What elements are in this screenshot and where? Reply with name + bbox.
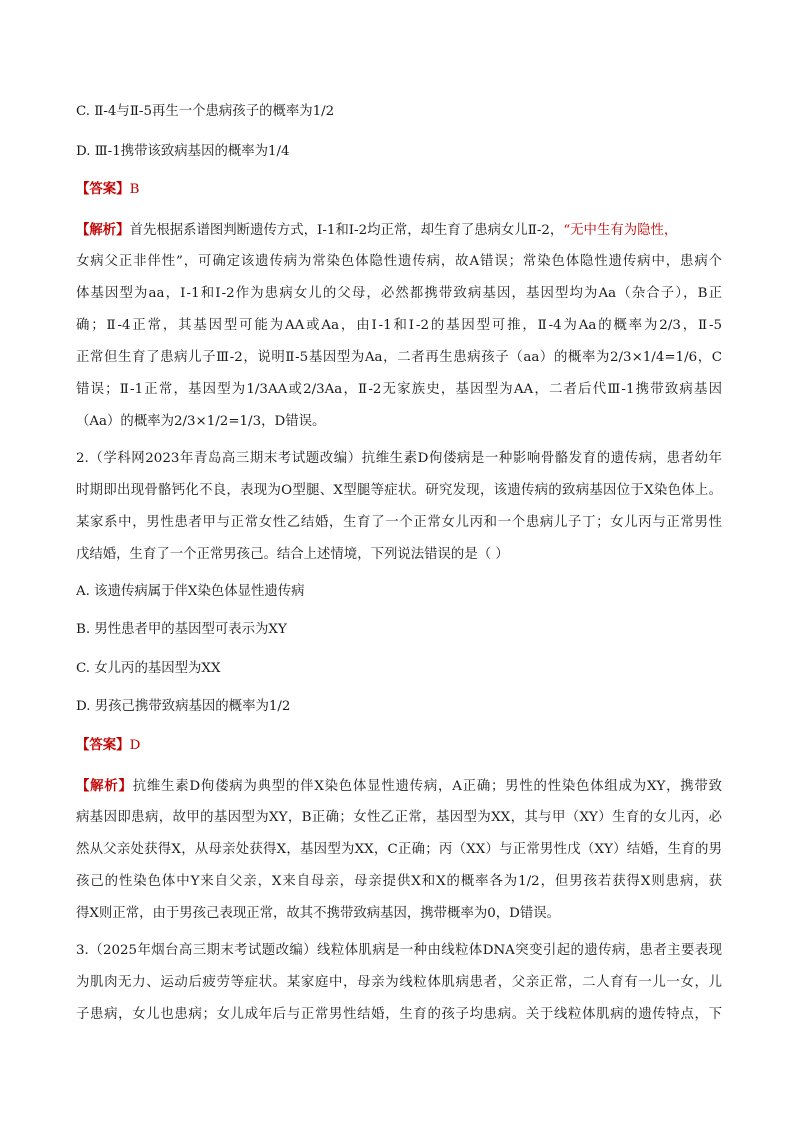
q3-stem-line-3: 子患病，女儿也患病；女儿成年后与正常男性结婚，生育的孩子均患病。关于线粒体肌病的遗传特点，下 [76, 1007, 722, 1022]
q1-analysis-line-4: 确；Ⅱ-4正常，其基因型可能为AA或Aa，由Ⅰ-1和Ⅰ-2的基因型可推，Ⅱ-4为Aa的概率为2/3，Ⅱ-5 [76, 318, 722, 333]
q1-answer [76, 180, 722, 199]
q1-analysis-line-2: 女病父正非伴性”，可确定该遗传病为常染色体隐性遗传病，故A错误；常染色体隐性遗传病中，患病个 [76, 254, 722, 269]
analysis-label: 【解析】 [76, 778, 133, 794]
q2-analysis-line-5: 得X则正常，由于男孩己表现正常，故其不携带致病基因，携带概率为0，D错误。 [76, 906, 561, 921]
q2-stem-line-2: 时期即出现骨骼钙化不良，表现为O型腿、X型腿等症状。研究发现，该遗传病的致病基因位于X染色体上。 [76, 483, 722, 498]
q2-answer [76, 736, 722, 755]
q1-analysis-line-1 [76, 221, 722, 240]
q3-stem-line-1: 3.（2025年烟台高三期末考试题改编）线粒体肌病是一种由线粒体DNA突变引起的遗传病，患者主要表现 [76, 943, 722, 958]
analysis-quote: “无中生有为隐性， [563, 223, 678, 238]
analysis-label: 【解析】 [76, 222, 130, 238]
q2-option-b: B. 男性患者甲的基因型可表示为XY [76, 622, 287, 637]
q2-analysis-line-2: 病基因即患病，故甲的基因型为XY，B正确；女性乙正常，基因型为XX，其与甲（XY）生育的女儿丙，必 [76, 810, 722, 825]
analysis-text: 抗维生素D佝偻病为典型的伴X染色体显性遗传病，A正确；男性的性染色体组成为XY，携带致 [132, 779, 722, 794]
answer-label: 【答案】 [76, 181, 130, 197]
answer-label: 【答案】 [76, 737, 130, 753]
option-d-previous: D. Ⅲ-1携带该致病基因的概率为1/4 [76, 144, 290, 159]
q2-stem-line-1: 2.（学科网2023年青岛高三期末考试题改编）抗维生素D佝偻病是一种影响骨骼发育的遗传病，患者幼年 [76, 451, 722, 466]
answer-value: D [129, 738, 141, 753]
q2-option-d: D. 男孩己携带致病基因的概率为1/2 [76, 699, 291, 714]
q2-analysis-line-3: 然从父亲处获得X，从母亲处获得X，基因型为XX，C正确；丙（XX）与正常男性戊（XY）结婚，生育的男 [76, 842, 722, 857]
q2-option-a: A. 该遗传病属于伴X染色体显性遗传病 [76, 584, 305, 599]
q2-stem-line-4: 戊结婚，生育了一个正常男孩己。结合上述情境，下列说法错误的是（ ） [76, 547, 509, 562]
analysis-text: 首先根据系谱图判断遗传方式，Ⅰ-1和Ⅰ-2均正常，却生育了患病女儿Ⅱ-2， [129, 223, 564, 238]
q1-analysis-line-7: （Aa）的概率为2/3×1/2=1/3，D错误。 [76, 414, 326, 429]
q1-analysis-line-5: 正常但生育了患病儿子Ⅲ-2，说明Ⅱ-5基因型为Aa，二者再生患病孩子（aa）的概率为2/3×1/4=1/6，C [76, 350, 722, 365]
q3-stem-line-2: 为肌肉无力、运动后疲劳等症状。某家庭中，母亲为线粒体肌病患者，父亲正常，二人育有一儿一女，儿 [76, 975, 722, 990]
option-c-previous: C. Ⅱ-4与Ⅱ-5再生一个患病孩子的概率为1/2 [76, 104, 335, 119]
q2-option-c: C. 女儿丙的基因型为XX [76, 661, 221, 676]
q2-analysis-line-4: 孩己的性染色体中Y来自父亲，X来自母亲，母亲提供X和X的概率各为1/2，但男孩若获得X则患病，获 [76, 874, 722, 889]
q2-analysis-line-1 [76, 777, 722, 796]
q1-analysis-line-3: 体基因型为aa，Ⅰ-1和Ⅰ-2作为患病女儿的父母，必然都携带致病基因，基因型均为Aa（杂合子），B正 [76, 286, 722, 301]
q2-stem-line-3: 某家系中，男性患者甲与正常女性乙结婚，生育了一个正常女儿丙和一个患病儿子丁；女儿丙与正常男性 [76, 515, 722, 530]
q1-analysis-line-6: 错误；Ⅱ-1正常，基因型为1/3AA或2/3Aa，Ⅱ-2无家族史，基因型为AA，二者后代Ⅲ-1携带致病基因 [76, 382, 722, 397]
answer-value: B [129, 182, 140, 197]
